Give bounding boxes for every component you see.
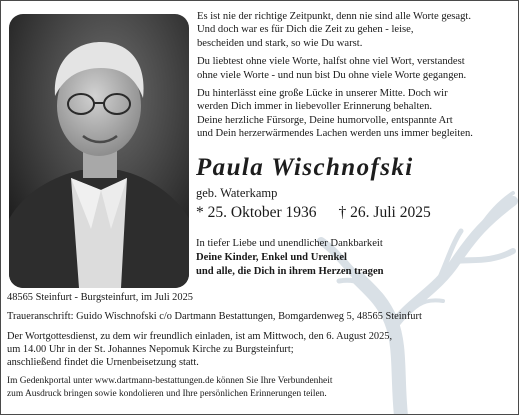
poem-line: bescheiden und stark, so wie Du warst. <box>197 37 363 49</box>
portal-line: zum Ausdruck bringen sowie kondolieren und Ihre persönlichen Erinnerungen teilen. <box>7 388 327 399</box>
footer <box>7 291 512 406</box>
poem-line: ohne viele Worte - und nun bist Du ohne viele Worte gegangen. <box>197 69 467 81</box>
service-info <box>7 330 512 370</box>
deceased-name: Paula Wischnofski <box>196 154 414 181</box>
mourning-address: Traueranschrift: Guido Wischnofski c/o Dartmann Bestattungen, Bomgardenweg 5, 48565 Steinfurt <box>7 311 422 323</box>
poem-line: Du hinterlässt eine große Lücke in unserer Mitte. Doch wir <box>197 88 448 100</box>
family-line: Deine Kinder, Enkel und Urenkel <box>196 252 347 263</box>
poem-line: und Dein herzerwärmendes Lachen werden uns immer begleiten. <box>197 128 473 140</box>
place-date: 48565 Steinfurt - Burgsteinfurt, im Juli 2025 <box>7 292 193 303</box>
poem-line: Du liebtest ohne viele Worte, halfst ohne viel Wort, verstandest <box>197 56 465 68</box>
family-line: und alle, die Dich in ihrem Herzen tragen <box>196 266 384 277</box>
poem-stanza-1 <box>197 10 515 50</box>
mourning-intro: In tiefer Liebe und unendlicher Dankbarkeit <box>196 238 383 249</box>
service-line: Der Wortgottesdienst, zu dem wir freundlich einladen, ist am Mittwoch, den 6. August 2025, <box>7 330 393 342</box>
portrait-photo <box>9 14 189 288</box>
mourners <box>196 237 496 279</box>
poem-line: Es ist nie der richtige Zeitpunkt, denn nie sind alle Worte gesagt. <box>197 11 472 22</box>
birth-date: * 25. Oktober 1936 <box>196 204 317 221</box>
poem-line: werden Dich immer in liebevoller Erinnerung behalten. <box>197 101 433 113</box>
memorial-portal-note <box>7 375 512 400</box>
portal-line: Im Gedenkportal unter www.dartmann-bestattungen.de können Sie Ihre Verbundenheit <box>7 376 333 387</box>
birth-name: geb. Waterkamp <box>196 186 278 200</box>
poem <box>197 10 515 146</box>
poem-stanza-2 <box>197 55 515 82</box>
life-dates <box>196 204 431 222</box>
poem-stanza-3 <box>197 87 515 141</box>
poem-line: Und doch war es für Dich die Zeit zu gehen - leise, <box>197 24 414 36</box>
service-line: anschließend findet die Urnenbeisetzung statt. <box>7 357 199 369</box>
poem-line: Deine herzliche Fürsorge, Deine humorvolle, entspannte Art <box>197 114 453 126</box>
death-date: † 26. Juli 2025 <box>338 204 431 221</box>
service-line: um 14.00 Uhr in der St. Johannes Nepomuk Kirche zu Burgsteinfurt; <box>7 343 294 355</box>
